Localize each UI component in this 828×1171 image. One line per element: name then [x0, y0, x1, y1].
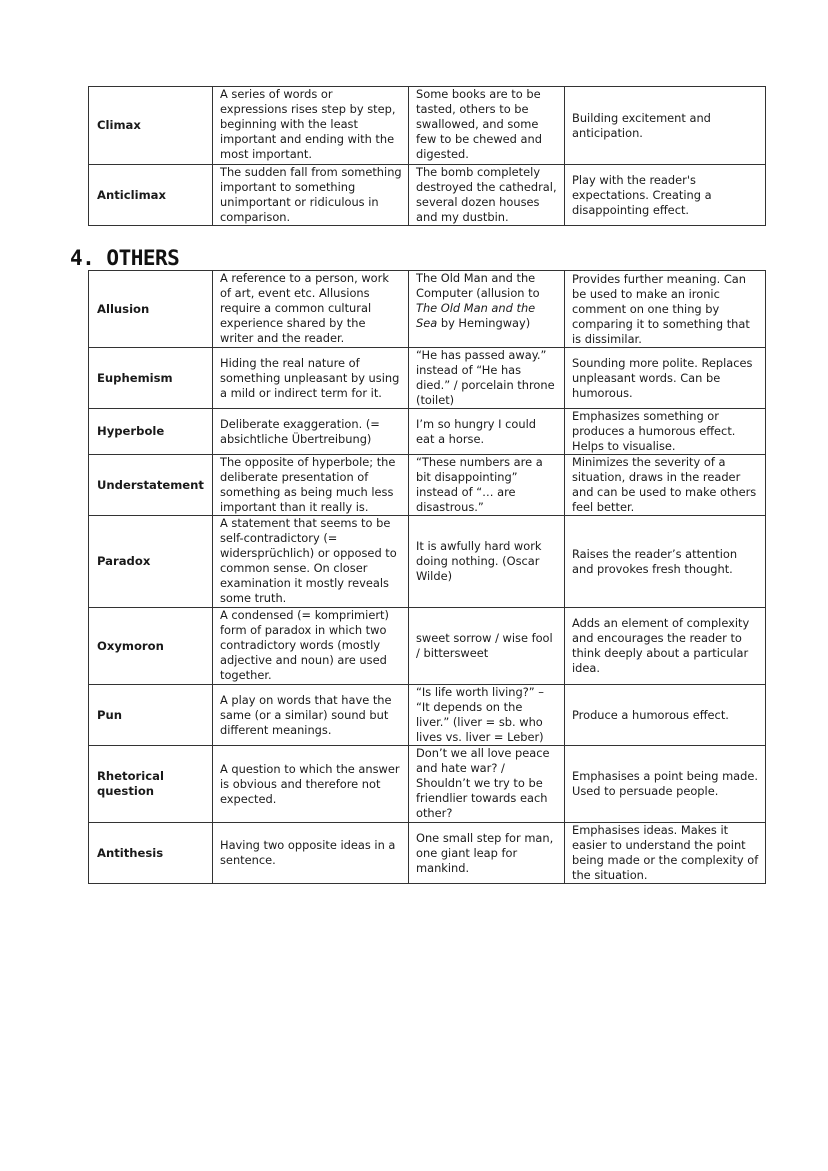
effect-cell: Raises the reader’s attention and provokes fresh thought.	[565, 516, 766, 608]
term-cell: Oxymoron	[89, 608, 213, 685]
example-cell: One small step for man, one giant leap for mankind.	[409, 823, 565, 884]
definition-cell: A play on words that have the same (or a similar) sound but different meanings.	[213, 685, 409, 746]
definition-cell: A series of words or expressions rises step by step, beginning with the least important and ending with the most important.	[213, 87, 409, 165]
effect-cell: Adds an element of complexity and encourages the reader to think deeply about a particular idea.	[565, 608, 766, 685]
example-cell: sweet sorrow / wise fool / bittersweet	[409, 608, 565, 685]
definition-cell: A reference to a person, work of art, event etc. Allusions require a common cultural experience shared by the writer and the reader.	[213, 271, 409, 348]
example-cell: “He has passed away.” instead of “He has died.” / porcelain throne (toilet)	[409, 348, 565, 409]
effect-cell: Emphasises a point being made. Used to persuade people.	[565, 746, 766, 823]
example-cell: “These numbers are a bit disappointing” instead of “… are disastrous.”	[409, 455, 565, 516]
example-cell: Some books are to be tasted, others to be swallowed, and some few to be chewed and digested.	[409, 87, 565, 165]
term-cell: Paradox	[89, 516, 213, 608]
term-cell: Euphemism	[89, 348, 213, 409]
table-row	[89, 608, 766, 685]
table-row	[89, 685, 766, 746]
effect-cell: Produce a humorous effect.	[565, 685, 766, 746]
table-row	[89, 409, 766, 455]
term-cell: Allusion	[89, 271, 213, 348]
example-title-italic: The Old Man and the Sea	[416, 301, 536, 330]
term-cell: Understatement	[89, 455, 213, 516]
definition-cell: The sudden fall from something important to something unimportant or ridiculous in comparison.	[213, 165, 409, 226]
devices-table-top	[88, 86, 766, 226]
table-row	[89, 455, 766, 516]
example-cell	[409, 271, 565, 348]
example-cell: I’m so hungry I could eat a horse.	[409, 409, 565, 455]
definition-cell: Deliberate exaggeration. (= absichtliche Übertreibung)	[213, 409, 409, 455]
table-row	[89, 348, 766, 409]
table-row	[89, 823, 766, 884]
section-heading: 4. OTHERS	[70, 246, 180, 270]
definition-cell: Having two opposite ideas in a sentence.	[213, 823, 409, 884]
term-cell: Anticlimax	[89, 165, 213, 226]
definition-cell: Hiding the real nature of something unpleasant by using a mild or indirect term for it.	[213, 348, 409, 409]
table-row	[89, 516, 766, 608]
term-cell: Antithesis	[89, 823, 213, 884]
example-cell: The bomb completely destroyed the cathedral, several dozen houses and my dustbin.	[409, 165, 565, 226]
table-row	[89, 746, 766, 823]
term-cell: Hyperbole	[89, 409, 213, 455]
effect-cell: Minimizes the severity of a situation, draws in the reader and can be used to make others feel better.	[565, 455, 766, 516]
definition-cell: The opposite of hyperbole; the deliberate presentation of something as being much less important than it really is.	[213, 455, 409, 516]
definition-cell: A condensed (= komprimiert) form of paradox in which two contradictory words (mostly adjective and noun) are used together.	[213, 608, 409, 685]
effect-cell: Emphasizes something or produces a humorous effect. Helps to visualise.	[565, 409, 766, 455]
table-row	[89, 87, 766, 165]
example-cell: Don’t we all love peace and hate war? / Shouldn’t we try to be friendlier towards each other?	[409, 746, 565, 823]
table-row	[89, 271, 766, 348]
effect-cell: Sounding more polite. Replaces unpleasant words. Can be humorous.	[565, 348, 766, 409]
example-cell: “Is life worth living?” – “It depends on the liver.” (liver = sb. who lives vs. liver = Leber)	[409, 685, 565, 746]
effect-cell: Emphasises ideas. Makes it easier to understand the point being made or the complexity of the situation.	[565, 823, 766, 884]
term-cell: Rhetorical question	[89, 746, 213, 823]
table-row	[89, 165, 766, 226]
definition-cell: A statement that seems to be self-contradictory (= widersprüchlich) or opposed to common sense. On closer examination it mostly reveals some truth.	[213, 516, 409, 608]
example-text: The Old Man and the Computer (allusion to	[416, 271, 540, 300]
definition-cell: A question to which the answer is obvious and therefore not expected.	[213, 746, 409, 823]
example-text: by Hemingway)	[437, 316, 531, 330]
term-cell: Pun	[89, 685, 213, 746]
term-cell: Climax	[89, 87, 213, 165]
devices-table-others	[88, 270, 766, 884]
effect-cell: Provides further meaning. Can be used to make an ironic comment on one thing by comparing it to something that is dissimilar.	[565, 271, 766, 348]
effect-cell: Play with the reader's expectations. Creating a disappointing effect.	[565, 165, 766, 226]
effect-cell: Building excitement and anticipation.	[565, 87, 766, 165]
example-cell: It is awfully hard work doing nothing. (Oscar Wilde)	[409, 516, 565, 608]
